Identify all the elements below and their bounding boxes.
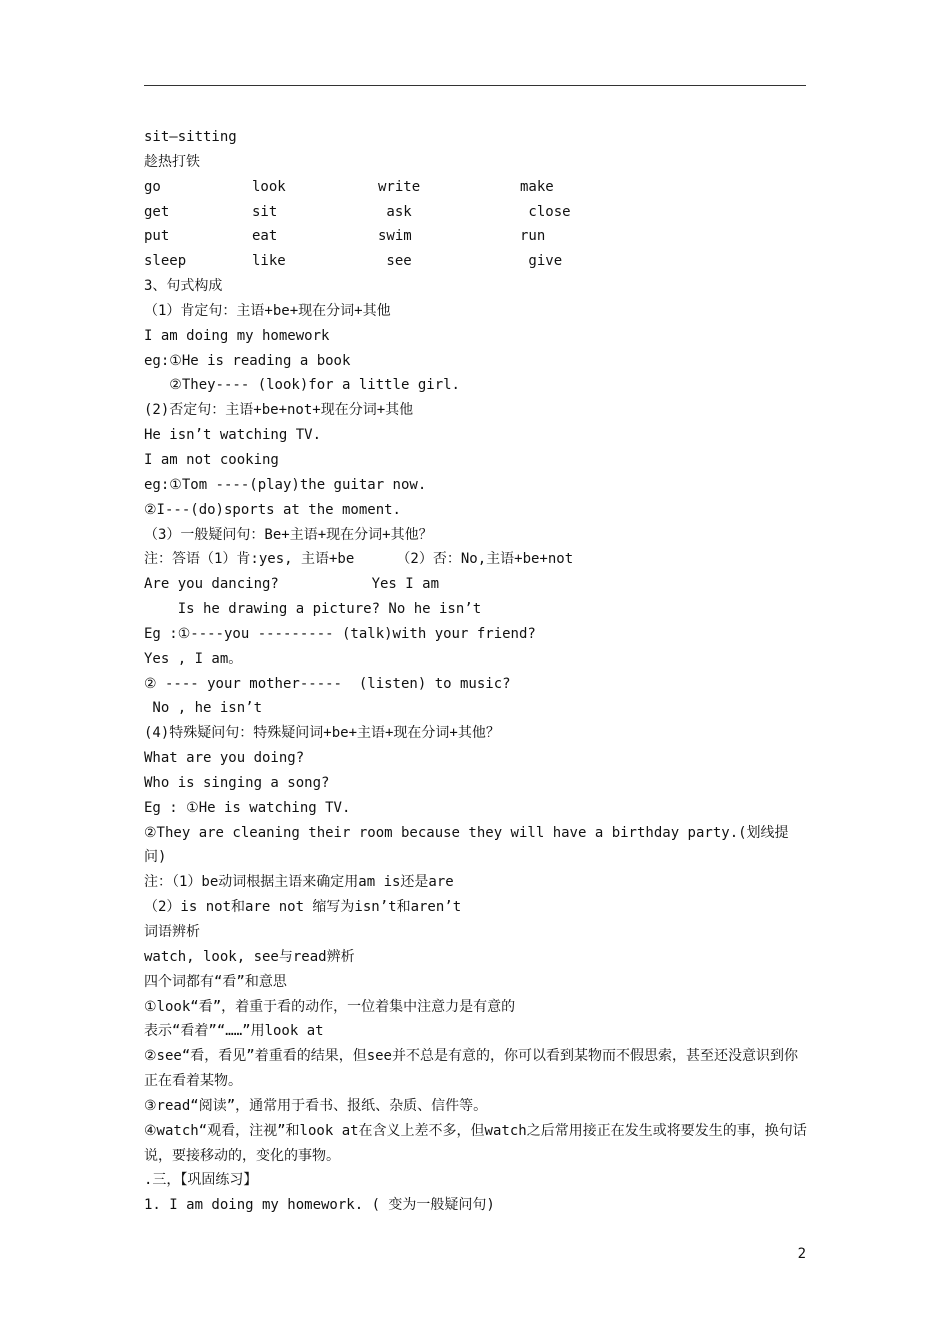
text-line: No , he isn’t xyxy=(144,700,263,717)
text-line: （2）is not和are not 缩写为isn’t和aren’t xyxy=(144,899,462,916)
text-line: Are you dancing? Yes I am xyxy=(144,576,440,593)
word-grid-row xyxy=(144,249,808,274)
text-line: 表示“看着”“……”用look at xyxy=(144,1023,324,1040)
text-line: I am not cooking xyxy=(144,451,279,468)
text-line: ②I---(do)sports at the moment. xyxy=(144,501,401,518)
word-grid-row xyxy=(144,175,808,200)
word-cell: go xyxy=(144,178,161,195)
word-cell: look xyxy=(252,178,286,195)
word-grid-row xyxy=(144,224,808,249)
text-line: sit—sitting xyxy=(144,129,237,145)
text-line: ② ---- your mother----- (listen) to music? xyxy=(144,675,511,692)
text-line: ①look“看”，着重于看的动作，一位着集中注意力是有意的 xyxy=(144,998,516,1015)
word-cell: close xyxy=(520,203,571,220)
text-line: （3）一般疑问句：Be+主语+现在分词+其他？ xyxy=(144,526,433,543)
word-cell: eat xyxy=(252,228,278,245)
text-line: eg:①Tom ----(play)the guitar now. xyxy=(144,476,427,493)
text-line: 注：（1）be动词根据主语来确定用am is还是are xyxy=(144,874,454,891)
word-cell: make xyxy=(520,178,554,195)
word-cell: give xyxy=(520,253,563,270)
text-line: ③read“阅读”，通常用于看书、报纸、杂质、信件等。 xyxy=(144,1097,488,1114)
word-cell: put xyxy=(144,228,170,245)
text-line: Eg : ①He is watching TV. xyxy=(144,799,351,816)
text-line: I am doing my homework xyxy=(144,327,330,344)
text-line: watch, look, see与read辨析 xyxy=(144,948,355,965)
page-content xyxy=(144,125,808,1218)
text-line: He isn’t watching TV. xyxy=(144,427,322,444)
text-line: (2)否定句：主语+be+not+现在分词+其他 xyxy=(144,402,414,419)
text-line: Eg :①----you --------- (talk)with your friend? xyxy=(144,625,536,642)
text-line: ②They---- (look)for a little girl. xyxy=(144,377,460,394)
text-line: Yes , I am。 xyxy=(144,650,243,667)
word-cell: get xyxy=(144,203,170,220)
section-heading: 趁热打铁 xyxy=(144,153,200,170)
text-line: What are you doing? xyxy=(144,750,305,767)
text-line: Is he drawing a picture? No he isn’t xyxy=(144,601,482,618)
text-line: Who is singing a song? xyxy=(144,774,330,791)
section-heading: 3、句式构成 xyxy=(144,278,223,295)
word-cell: write xyxy=(378,178,421,195)
text-line: 四个词都有“看”和意思 xyxy=(144,973,287,990)
header-rule xyxy=(144,85,806,86)
word-cell: sleep xyxy=(144,253,187,270)
word-cell: like xyxy=(252,253,286,270)
word-cell: run xyxy=(520,228,546,245)
page-number: 2 xyxy=(797,1246,806,1262)
text-line: (4)特殊疑问句：特殊疑问词+be+主语+现在分词+其他？ xyxy=(144,725,500,742)
section-heading: 词语辨析 xyxy=(144,924,200,940)
word-cell: swim xyxy=(378,228,412,245)
word-cell: sit xyxy=(252,203,278,220)
word-cell: see xyxy=(378,253,412,270)
text-line: ②see“看，看见”着重看的结果，但see并不总是有意的，你可以看到某物而不假思索，甚至还没意识到你正在看着某物。 xyxy=(144,1048,798,1090)
text-line: eg:①He is reading a book xyxy=(144,352,351,369)
text-line: （1）肯定句：主语+be+现在分词+其他 xyxy=(144,302,391,319)
text-line: 注：答语（1）肯:yes, 主语+be （2）否：No,主语+be+not xyxy=(144,551,574,568)
exercise-item: 1. I am doing my homework. ( 变为一般疑问句) xyxy=(144,1197,495,1214)
text-line: ②They are cleaning their room because they will have a birthday party.(划线提问) xyxy=(144,824,789,866)
section-heading: .三，【巩固练习】 xyxy=(144,1172,258,1189)
word-grid-row xyxy=(144,200,808,225)
word-cell: ask xyxy=(378,203,412,220)
text-line: ④watch“观看，注视”和look at在含义上差不多，但watch之后常用接正在发生或将要发生的事，换句话说，要接移动的，变化的事物。 xyxy=(144,1122,807,1164)
